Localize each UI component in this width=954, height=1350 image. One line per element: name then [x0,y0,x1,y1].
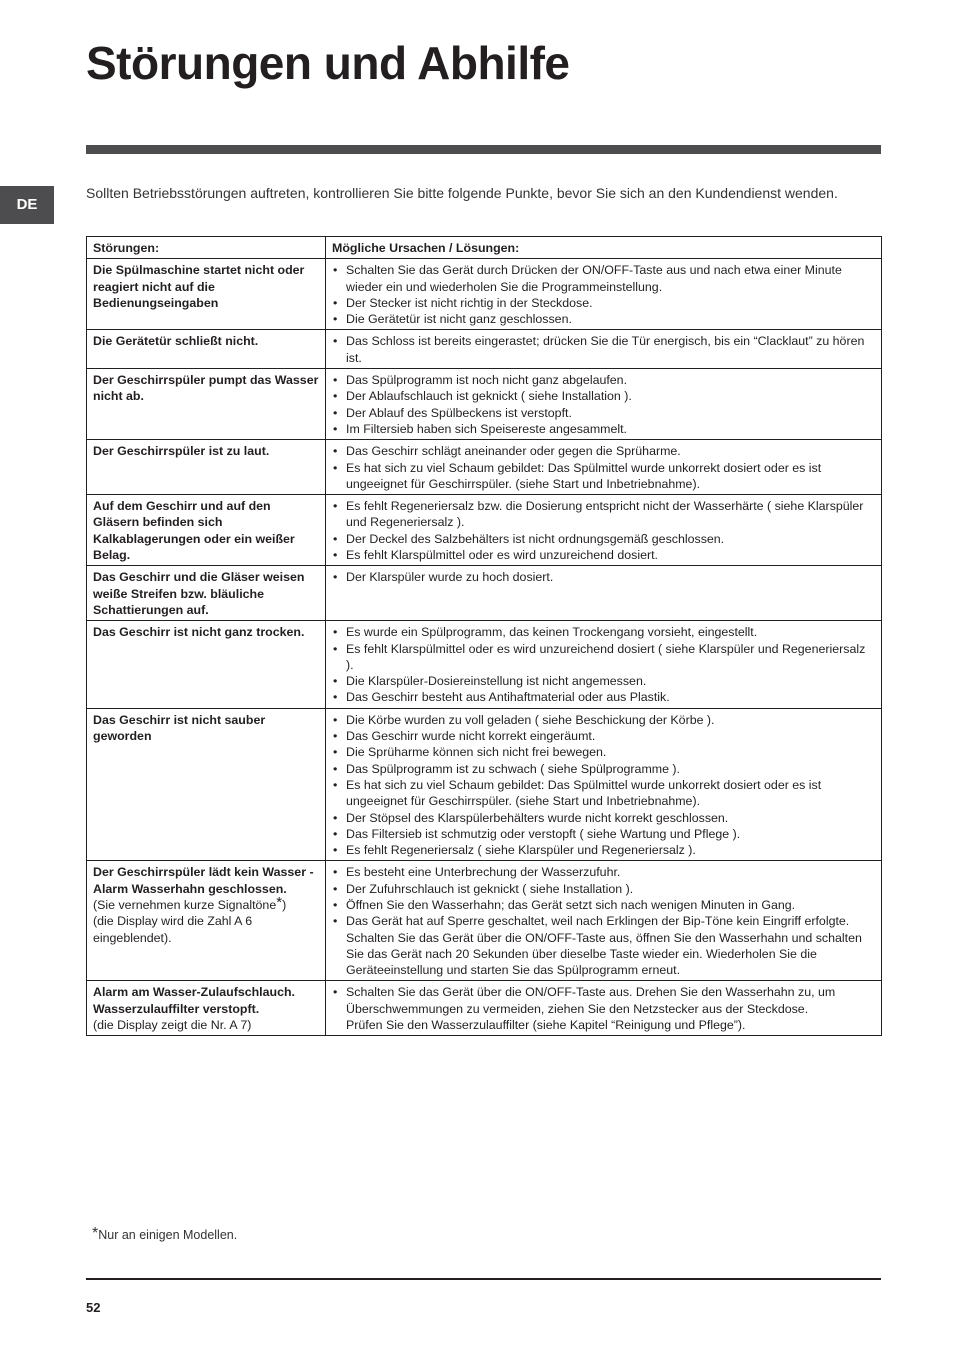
solutions-cell [326,566,882,621]
table-row [87,621,882,708]
solution-item: • Das Schloss ist bereits eingerastet; drücken Sie die Tür energisch, bis ein “Clacklaut” zu hören ist. [332,333,876,366]
problem-cell: Der Geschirrspüler pumpt das Wasser nicht ab. [87,369,326,440]
problem-cell: Das Geschirr ist nicht sauber geworden [87,708,326,861]
solution-item: • Der Ablaufschlauch ist geknickt ( siehe Installation ). [332,388,876,404]
solution-item: • Das Filtersieb ist schmutzig oder verstopft ( siehe Wartung und Pflege ). [332,826,876,842]
solution-item: • Im Filtersieb haben sich Speisereste angesammelt. [332,421,876,437]
solutions-cell [326,330,882,369]
solution-item: • Der Deckel des Salzbehälters ist nicht ordnungsgemäß geschlossen. [332,531,876,547]
solution-item: • Die Klarspüler-Dosiereinstellung ist nicht angemessen. [332,673,876,689]
problem-cell [87,861,326,981]
problem-note-close: ) [282,897,287,912]
solution-continuation: Prüfen Sie den Wasserzulauffilter (siehe Kapitel “Reinigung und Pflege”). [346,1018,746,1033]
solution-item: • Die Sprüharme können sich nicht frei bewegen. [332,744,876,760]
solutions-cell [326,861,882,981]
solution-item: • Es hat sich zu viel Schaum gebildet: Das Spülmittel wurde unkorrekt dosiert oder es ist ungeeignet für Geschirrspüler. (siehe Start und Inbetriebnahme). [332,460,876,493]
footer-divider [86,1278,881,1280]
solution-item: • Der Ablauf des Spülbeckens ist verstopft. [332,405,876,421]
page-title: Störungen und Abhilfe [86,37,570,89]
solution-item: • Schalten Sie das Gerät durch Drücken der ON/OFF-Taste aus und nach etwa einer Minute wieder ein und wiederholen Sie die Programmeinstellung. [332,262,876,295]
solution-item: • Öffnen Sie den Wasserhahn; das Gerät setzt sich nach wenigen Minuten in Gang. [332,897,876,913]
problem-cell: Der Geschirrspüler ist zu laut. [87,440,326,495]
problem-cell: Auf dem Geschirr und auf den Gläsern befinden sich Kalkablagerungen oder ein weißer Belag. [87,495,326,566]
table-header-row [87,237,882,259]
troubleshooting-table [86,236,882,1036]
solution-item: • Es fehlt Klarspülmittel oder es wird unzureichend dosiert. [332,547,876,563]
table-row [87,369,882,440]
solution-item: • Der Klarspüler wurde zu hoch dosiert. [332,569,876,585]
solution-item: • Der Stecker ist nicht richtig in der Steckdose. [332,295,876,311]
asterisk-marker: * [276,893,283,911]
solution-item: • Es fehlt Regeneriersalz ( siehe Klarspüler und Regeneriersalz ). [332,842,876,858]
table-row [87,861,882,981]
problem-cell: Das Geschirr und die Gläser weisen weiße Streifen bzw. bläuliche Schattierungen auf. [87,566,326,621]
page-number: 52 [86,1300,101,1315]
solution-item: • Schalten Sie das Gerät über die ON/OFF-Taste aus. Drehen Sie den Wasserhahn zu, um Überschwemmungen zu vermeiden, ziehen Sie den Netzstecker aus der Steckdose. [332,984,876,1017]
solution-item: • Es wurde ein Spülprogramm, das keinen Trockengang vorsieht, eingestellt. [332,624,876,640]
footnote-text: Nur an einigen Modellen. [98,1228,238,1242]
table-row [87,566,882,621]
header-solutions: Mögliche Ursachen / Lösungen: [326,237,882,259]
problem-cell: Die Spülmaschine startet nicht oder reagiert nicht auf die Bedienungseingaben [87,259,326,330]
solutions-cell [326,369,882,440]
title-divider [86,145,881,154]
table-row [87,495,882,566]
asterisk-marker: * [92,1225,99,1242]
language-tab: DE [0,186,54,224]
problem-cell [87,981,326,1036]
solution-item: • Das Geschirr besteht aus Antihaftmaterial oder aus Plastik. [332,689,876,705]
footnote [92,1225,238,1242]
problem-note-text: (Sie vernehmen kurze Signaltöne [93,897,277,912]
solution-item: • Das Geschirr wurde nicht korrekt eingeräumt. [332,728,876,744]
solution-item: • Die Körbe wurden zu voll geladen ( siehe Beschickung der Körbe ). [332,712,876,728]
table-row [87,330,882,369]
intro-text: Sollten Betriebsstörungen auftreten, kontrollieren Sie bitte folgende Punkte, bevor Sie sich an den Kundendienst wenden. [86,185,838,201]
table-row [87,440,882,495]
solution-item: • Der Zufuhrschlauch ist geknickt ( siehe Installation ). [332,881,876,897]
table-row [87,708,882,861]
solutions-cell [326,708,882,861]
solution-item: • Es hat sich zu viel Schaum gebildet: Das Spülmittel wurde unkorrekt dosiert oder es ist ungeeignet für Geschirrspüler. (siehe Start und Inbetriebnahme). [332,777,876,810]
problem-title: Alarm am Wasser-Zulaufschlauch. Wasserzulauffilter verstopft. [93,985,295,1016]
problem-note-display: (die Display wird die Zahl A 6 eingeblendet). [93,914,253,945]
solution-item: • Das Spülprogramm ist noch nicht ganz abgelaufen. [332,372,876,388]
solution-item: • Die Gerätetür ist nicht ganz geschlossen. [332,311,876,327]
solution-continuation: Schalten Sie das Gerät über die ON/OFF-Taste aus, öffnen Sie den Wasserhahn und schalten Sie das Gerät nach 20 Sekunden über dieselbe Taste wieder ein. Wiederholen Sie die Geräteeinstellung und starten Sie das Spülprogramm erneut. [346,930,862,978]
problem-cell: Die Gerätetür schließt nicht. [87,330,326,369]
problem-cell: Das Geschirr ist nicht ganz trocken. [87,621,326,708]
solution-item: • Es besteht eine Unterbrechung der Wasserzufuhr. [332,864,876,880]
header-problems: Störungen: [87,237,326,259]
solutions-cell [326,495,882,566]
solution-item: • Der Stöpsel des Klarspülerbehälters wurde nicht korrekt geschlossen. [332,810,876,826]
problem-note: (die Display zeigt die Nr. A 7) [93,1018,252,1033]
solution-item: • Das Spülprogramm ist zu schwach ( siehe Spülprogramme ). [332,761,876,777]
solutions-cell [326,621,882,708]
solution-item: • Das Gerät hat auf Sperre geschaltet, weil nach Erklingen der Bip-Töne kein Eingriff erfolgte. [332,913,876,929]
problem-title: Der Geschirrspüler lädt kein Wasser - Alarm Wasserhahn geschlossen. [93,865,314,896]
solution-item: • Es fehlt Regeneriersalz bzw. die Dosierung entspricht nicht der Wasserhärte ( siehe Klarspüler und Regeneriersalz ). [332,498,876,531]
solutions-cell [326,440,882,495]
table-row [87,981,882,1036]
problem-note [93,893,320,913]
solutions-cell [326,259,882,330]
solutions-cell [326,981,882,1036]
solution-item: • Das Geschirr schlägt aneinander oder gegen die Sprüharme. [332,443,876,459]
table-row [87,259,882,330]
solution-item: • Es fehlt Klarspülmittel oder es wird unzureichend dosiert ( siehe Klarspüler und Regeneriersalz ). [332,641,876,674]
